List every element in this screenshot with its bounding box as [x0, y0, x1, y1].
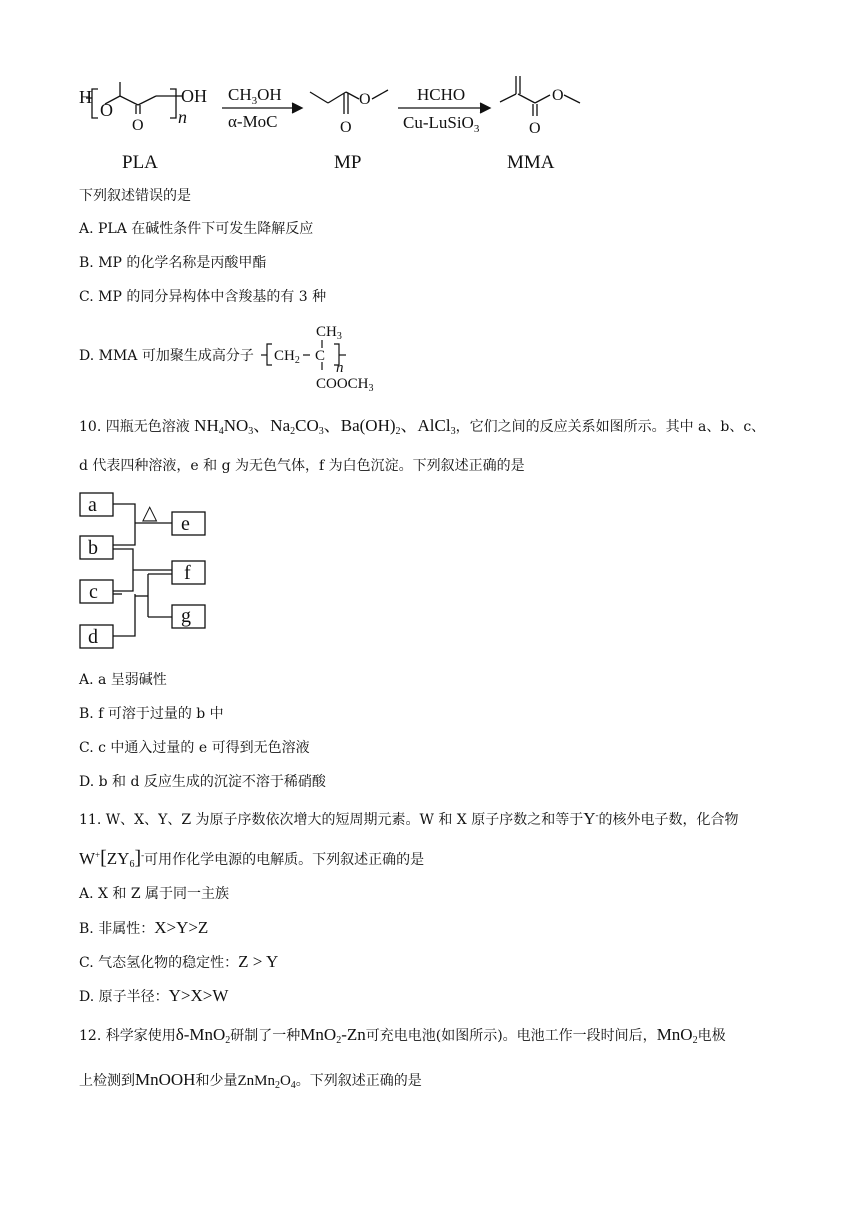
pla-n: n: [178, 107, 187, 127]
q12-prefix: 12. 科学家使用: [79, 1028, 176, 1044]
label-mp: MP: [334, 152, 362, 173]
q10-option-b: B. f 可溶于过量的 b 中: [79, 706, 224, 722]
polymer-n: n: [336, 360, 344, 376]
q12-line1: [79, 1025, 726, 1051]
q11-option-d-value: Y>X>W: [168, 986, 229, 1005]
q12-product1: MnOOH: [135, 1070, 196, 1089]
label-d: d: [88, 626, 98, 648]
q9-option-d: D. MMA 可加聚生成高分子: [79, 348, 254, 364]
label-a: a: [88, 494, 97, 516]
q12-line2-prefix: 上检测到: [79, 1073, 135, 1089]
q11-option-c-label: C. 气态氢化物的稳定性：: [79, 955, 239, 971]
q9-option-b: B. MP 的化学名称是丙酸甲酯: [79, 255, 267, 271]
reaction-diagram: [78, 490, 213, 655]
q10-prefix: 10. 四瓶无色溶液: [79, 419, 190, 435]
q10-option-c: C. c 中通入过量的 e 可得到无色溶液: [79, 740, 310, 756]
label-b: b: [88, 537, 98, 559]
q11-option-a: A. X 和 Z 属于同一主族: [79, 886, 230, 902]
q11-compound: $W^+[ZY_6]^-$: [79, 847, 145, 870]
q12-line2: [79, 1070, 422, 1096]
pla-right-bracket: [170, 89, 176, 118]
q9-option-a: A. PLA 在碱性条件下可发生降解反应: [79, 221, 314, 237]
q9-prompt: 下列叙述错误的是: [79, 188, 191, 204]
reaction-scheme: [70, 70, 600, 180]
arrow2-catalyst: Cu-LuSiO$_3$: [403, 113, 480, 135]
polymer-structure: [258, 318, 398, 398]
mp-o: O: [359, 91, 371, 108]
q11-option-d-label: D. 原子半径：: [79, 989, 169, 1005]
q11-line1: [79, 805, 738, 830]
q11-line2: [79, 845, 424, 875]
pla-h: H: [79, 87, 92, 107]
pla-left-bracket: [92, 89, 98, 118]
q11-option-d: [79, 986, 228, 1007]
q12-product2: $ZnMn_2O_4$: [237, 1073, 296, 1091]
label-pla: PLA: [122, 152, 158, 173]
polymer-c: C: [315, 348, 326, 364]
q12-line2-suffix: 。下列叙述正确的是: [295, 1073, 422, 1089]
q11-prefix: 11. W、X、Y、Z 为原子序数依次增大的短周期元素。W 和 X 原子序数之和等于: [79, 812, 584, 828]
q12-material: δ-MnO$_2$: [175, 1025, 231, 1046]
polymer-ch2: $CH_2$: [274, 348, 300, 366]
q11-option-b: [79, 918, 208, 939]
q11-option-c-value: Z > Y: [238, 952, 279, 971]
q10-option-a: A. a 呈弱碱性: [79, 672, 167, 688]
q9-option-c: C. MP 的同分异构体中含羧基的有 3 种: [79, 289, 327, 305]
label-f: f: [184, 562, 191, 584]
q11-option-b-label: B. 非属性：: [79, 921, 155, 937]
heat-symbol: △: [142, 502, 158, 524]
q10-suffix: ，它们之间的反应关系如图所示。其中 a、b、c、: [455, 419, 766, 435]
q12-tail: 电极: [697, 1028, 726, 1044]
mma-o: O: [552, 87, 564, 104]
q10-line1: [79, 416, 765, 442]
polymer-cooch3: $COOCH_3$: [316, 376, 374, 394]
arrow2-reagent: HCHO: [417, 85, 466, 104]
label-e: e: [181, 513, 190, 535]
q12-battery: MnO$_2$-Zn: [300, 1025, 366, 1046]
q10-formulas: $NH_4NO_3$、$Na_2CO_3$、$Ba(OH)_2$、AlCl$_3$: [194, 416, 456, 437]
q11-suffix: 的核外电子数，化合物: [598, 812, 739, 828]
q11-option-c: [79, 952, 278, 973]
polymer-ch3: $CH_3$: [316, 324, 342, 342]
pla-oh: OH: [181, 86, 207, 106]
q12-suffix: 可充电电池(如图所示)。电池工作一段时间后，: [365, 1028, 657, 1044]
q12-electrode: MnO$_2$: [656, 1025, 698, 1046]
mma-carbonyl-o: O: [529, 120, 541, 137]
label-g: g: [181, 605, 191, 627]
q11-line2-suffix: 可用作化学电源的电解质。下列叙述正确的是: [144, 852, 425, 868]
arrow1-reagent: $CH_3OH$: [228, 85, 282, 107]
q11-option-b-value: X>Y>Z: [154, 918, 209, 937]
label-c: c: [89, 581, 98, 603]
q10-option-d: D. b 和 d 反应生成的沉淀不溶于稀硝酸: [79, 774, 326, 790]
pla-carbonyl-o: O: [132, 117, 144, 134]
mp-carbonyl-o: O: [340, 119, 352, 136]
pla-o: O: [100, 100, 113, 120]
q10-line2: d 代表四种溶液，e 和 g 为无色气体，f 为白色沉淀。下列叙述正确的是: [79, 458, 525, 474]
q12-line2-mid: 和少量: [195, 1073, 238, 1089]
q11-ion: Y-: [583, 809, 599, 828]
q12-mid: 研制了一种: [230, 1028, 301, 1044]
label-mma: MMA: [507, 152, 555, 173]
arrow1-catalyst: α-MoC: [228, 112, 278, 131]
